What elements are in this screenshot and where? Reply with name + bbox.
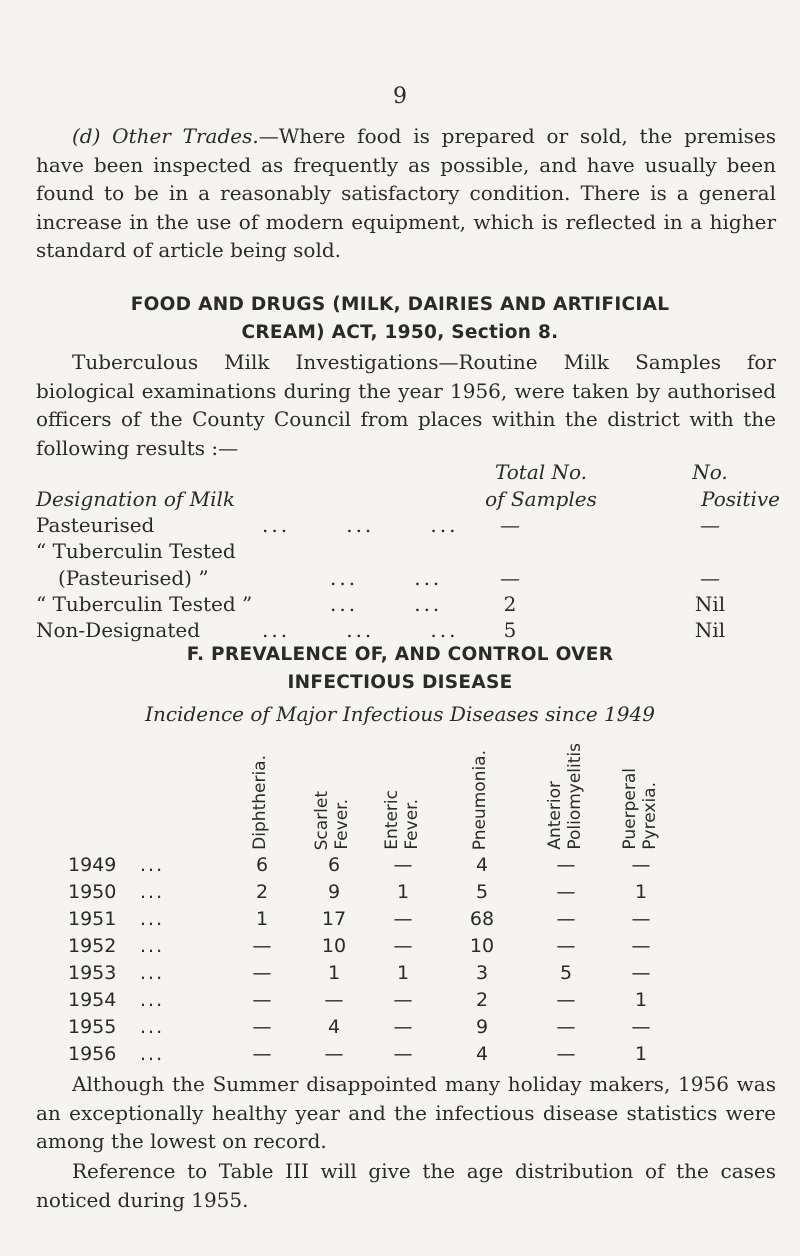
- col-header-line: Anterior: [545, 781, 565, 850]
- col-header-enteric-fever: [382, 745, 426, 850]
- milk-row-total: —: [500, 513, 520, 537]
- milk-row-positive: —: [700, 566, 720, 590]
- row-year: 1956: [68, 1043, 117, 1065]
- milk-row-dots: ... ...: [330, 566, 443, 590]
- section-f-heading-line1: F. PREVALENCE OF, AND CONTROL OVER: [186, 644, 614, 665]
- row-year: 1950: [68, 881, 117, 903]
- cell: 1: [396, 881, 410, 903]
- row-year: 1954: [68, 989, 117, 1011]
- cell: —: [393, 854, 413, 876]
- col-header-line: Fever.: [402, 799, 422, 850]
- table-row: [0, 1016, 800, 1044]
- cell: 4: [475, 1043, 489, 1065]
- cell: —: [556, 908, 576, 930]
- milk-row-total: —: [500, 566, 520, 590]
- milk-row-total: 5: [503, 618, 517, 642]
- cell: —: [252, 1016, 272, 1038]
- row-year: 1955: [68, 1016, 117, 1038]
- col-header-anterior-poliomyelitis: [545, 725, 589, 850]
- cell: 9: [475, 1016, 489, 1038]
- col-header-line: Poliomyelitis: [565, 743, 585, 850]
- cell: 10: [321, 935, 347, 957]
- row-dots: ...: [140, 989, 165, 1011]
- cell: 1: [634, 1043, 648, 1065]
- col-header-line: Pneumonia.: [470, 749, 490, 850]
- milk-col-positive-line1: No.: [692, 460, 728, 484]
- col-header-puerperal-pyrexia: [620, 745, 664, 850]
- row-dots: ...: [140, 908, 165, 930]
- cell: —: [631, 935, 651, 957]
- food-drugs-heading-line2: CREAM) ACT, 1950, Section 8.: [241, 322, 559, 343]
- cell: —: [393, 908, 413, 930]
- row-dots: ...: [140, 962, 165, 984]
- milk-row-label: Pasteurised: [36, 513, 155, 537]
- milk-row-dots: ... ... ...: [262, 618, 459, 642]
- milk-row-positive: Nil: [694, 592, 726, 616]
- milk-row-label: “ Tuberculin Tested ”: [36, 592, 253, 616]
- table-row: [0, 854, 800, 882]
- row-dots: ...: [140, 935, 165, 957]
- cell: —: [393, 1016, 413, 1038]
- cell: 1: [255, 908, 269, 930]
- cell: —: [252, 962, 272, 984]
- cell: 9: [327, 881, 341, 903]
- table-row: [0, 962, 800, 990]
- section-f-heading-line2: INFECTIOUS DISEASE: [287, 672, 513, 693]
- cell: —: [556, 989, 576, 1011]
- other-trades-label: (d) Other Trades.: [72, 124, 259, 148]
- col-header-pneumonia: [470, 725, 494, 850]
- row-dots: ...: [140, 854, 165, 876]
- cell: 1: [396, 962, 410, 984]
- cell: 2: [255, 881, 269, 903]
- cell: —: [393, 1043, 413, 1065]
- cell: —: [631, 908, 651, 930]
- page-number: 9: [393, 84, 407, 109]
- cell: —: [556, 854, 576, 876]
- milk-row-dots: ... ... ...: [262, 513, 459, 537]
- cell: —: [556, 1016, 576, 1038]
- cell: —: [631, 962, 651, 984]
- milk-col-total-line1: Total No.: [494, 460, 588, 484]
- cell: 17: [321, 908, 347, 930]
- milk-row-total: 2: [503, 592, 517, 616]
- cell: —: [393, 989, 413, 1011]
- cell: —: [252, 989, 272, 1011]
- other-trades-text: —Where food is prepared or sold, the premises have been inspected as frequently as possible, and have usually been found to be in a reasonably satisfactory condition. There is a general increase in the use of modern equipment, which is reflected in a higher standard of article being sold.: [36, 124, 777, 262]
- table-row: [0, 908, 800, 936]
- cell: 4: [327, 1016, 341, 1038]
- row-year: 1951: [68, 908, 117, 930]
- table-row: [0, 881, 800, 909]
- food-drugs-heading-line1: FOOD AND DRUGS (MILK, DAIRIES AND ARTIFICIAL: [130, 294, 670, 315]
- row-year: 1953: [68, 962, 117, 984]
- cell: 6: [255, 854, 269, 876]
- cell: —: [252, 935, 272, 957]
- cell: —: [324, 1043, 344, 1065]
- col-header-line: Pyrexia.: [640, 782, 660, 850]
- cell: 3: [475, 962, 489, 984]
- cell: 1: [634, 989, 648, 1011]
- milk-row-dots: ... ...: [330, 592, 443, 616]
- summer-paragraph: Although the Summer disappointed many holiday makers, 1956 was an exceptionally healthy year and the infectious disease statistics were among the lowest on record.: [36, 1072, 776, 1153]
- cell: 10: [469, 935, 495, 957]
- col-header-diphtheria: [250, 732, 274, 850]
- cell: 5: [475, 881, 489, 903]
- cell: 4: [475, 854, 489, 876]
- milk-row-label-line2: (Pasteurised) ”: [58, 566, 209, 590]
- reference-paragraph: Reference to Table III will give the age distribution of the cases noticed during 1955.: [36, 1159, 776, 1212]
- milk-col-total-line2: of Samples: [485, 487, 597, 511]
- col-header-line: Puerperal: [620, 768, 640, 850]
- col-header-line: Diphtheria.: [250, 755, 270, 850]
- milk-row-positive: —: [700, 513, 720, 537]
- table-row: [0, 935, 800, 963]
- cell: 68: [469, 908, 495, 930]
- cell: 2: [475, 989, 489, 1011]
- section-f-subheading: Incidence of Major Infectious Diseases since 1949: [145, 702, 655, 726]
- milk-row-positive: Nil: [694, 618, 726, 642]
- row-dots: ...: [140, 881, 165, 903]
- milk-row-label: “ Tuberculin Tested: [36, 539, 236, 563]
- milk-col-positive-line2: Positive: [701, 487, 780, 511]
- milk-row-label: Non-Designated: [36, 618, 200, 642]
- cell: —: [556, 1043, 576, 1065]
- cell: —: [324, 989, 344, 1011]
- cell: —: [631, 1016, 651, 1038]
- cell: —: [556, 935, 576, 957]
- row-dots: ...: [140, 1043, 165, 1065]
- col-header-line: Scarlet: [312, 790, 332, 850]
- milk-intro-paragraph: Tuberculous Milk Investigations—Routine Milk Samples for biological examinations during the year 1956, were taken by authorised officers of the County Council from places within the district with the following results :—: [36, 350, 776, 460]
- cell: 5: [559, 962, 573, 984]
- cell: —: [252, 1043, 272, 1065]
- row-year: 1952: [68, 935, 117, 957]
- col-header-line: Fever.: [332, 799, 352, 850]
- table-row: [0, 1043, 800, 1071]
- cell: —: [393, 935, 413, 957]
- col-header-scarlet-fever: [312, 745, 356, 850]
- milk-col-designation: Designation of Milk: [36, 487, 236, 511]
- cell: —: [631, 854, 651, 876]
- row-dots: ...: [140, 1016, 165, 1038]
- cell: 1: [327, 962, 341, 984]
- table-row: [0, 989, 800, 1017]
- cell: 1: [634, 881, 648, 903]
- cell: 6: [327, 854, 341, 876]
- col-header-line: Enteric: [382, 790, 402, 850]
- cell: —: [556, 881, 576, 903]
- other-trades-paragraph: [36, 122, 776, 265]
- row-year: 1949: [68, 854, 117, 876]
